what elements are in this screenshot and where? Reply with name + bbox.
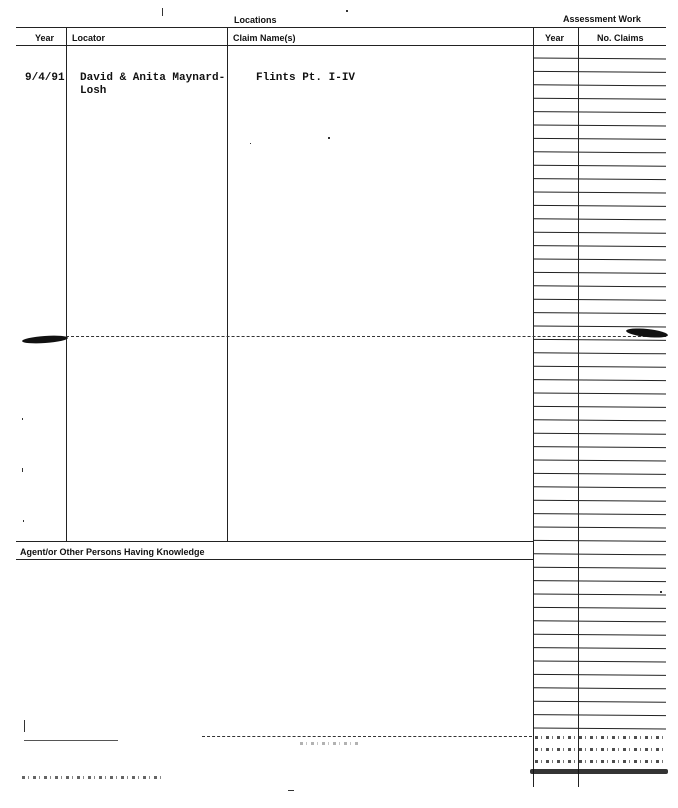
ruled-line xyxy=(534,487,666,488)
aw-year-column-header: Year xyxy=(545,33,565,43)
ruled-line xyxy=(534,406,666,407)
ruled-line xyxy=(534,621,666,622)
scan-noise-2 xyxy=(535,748,667,751)
ruled-line xyxy=(534,447,666,448)
speck xyxy=(288,790,294,791)
divider-year-locator xyxy=(66,27,67,541)
bottom-faint-rule-right xyxy=(202,736,532,737)
header-bottom-rule xyxy=(16,45,666,46)
speck xyxy=(22,418,23,420)
bottom-left-smear xyxy=(22,776,162,779)
speck xyxy=(660,591,662,593)
entry-locator-line1: David & Anita Maynard- xyxy=(80,72,226,84)
ruled-line xyxy=(534,701,666,702)
claim-names-column-header: Claim Name(s) xyxy=(233,33,296,43)
ruled-line xyxy=(534,112,666,113)
ruled-line xyxy=(534,98,666,99)
ruled-line xyxy=(534,259,666,260)
ruled-line xyxy=(534,500,666,501)
ruled-line xyxy=(534,299,666,300)
divider-claims-awyear xyxy=(533,27,534,787)
speck xyxy=(328,137,330,139)
ruled-line xyxy=(534,715,666,716)
ruled-line xyxy=(534,71,666,72)
ruled-line xyxy=(534,125,666,126)
ruled-line xyxy=(534,594,666,595)
ruled-line xyxy=(534,473,666,474)
assessment-work-header: Assessment Work xyxy=(563,14,641,24)
upper-section-bottom-rule xyxy=(16,541,534,542)
ruled-line xyxy=(534,648,666,649)
ruled-line xyxy=(534,246,666,247)
locator-column-header: Locator xyxy=(72,33,106,43)
bottom-center-specks xyxy=(300,742,360,745)
speck xyxy=(24,720,25,732)
ruled-line xyxy=(534,420,666,421)
ruled-line xyxy=(534,219,666,220)
ruled-line xyxy=(534,380,666,381)
ruled-line xyxy=(534,85,666,86)
ruled-line xyxy=(534,728,666,729)
top-rule xyxy=(16,27,666,28)
divider-locator-claims xyxy=(227,27,228,541)
ruled-line xyxy=(534,366,666,367)
ruled-line xyxy=(534,313,666,314)
ruled-line xyxy=(534,433,666,434)
ruled-line xyxy=(534,607,666,608)
entry-year: 9/4/91 xyxy=(25,72,65,84)
bottom-faint-rule-left xyxy=(24,740,118,741)
ruled-line xyxy=(534,232,666,233)
ruled-line xyxy=(534,688,666,689)
ruled-line xyxy=(534,326,666,327)
speck xyxy=(23,520,24,522)
fold-line xyxy=(66,336,666,337)
ruled-line xyxy=(534,179,666,180)
ruled-line xyxy=(534,339,666,340)
ruled-line xyxy=(534,634,666,635)
right-ink-mark xyxy=(626,327,669,339)
ruled-line xyxy=(534,514,666,515)
ruled-line xyxy=(534,674,666,675)
ruled-line xyxy=(534,540,666,541)
ruled-line xyxy=(534,205,666,206)
ruled-line xyxy=(534,393,666,394)
speck xyxy=(250,143,251,144)
agent-header-rule xyxy=(16,559,534,560)
ruled-line xyxy=(534,165,666,166)
ruled-line xyxy=(534,272,666,273)
speck xyxy=(346,10,348,12)
speck xyxy=(22,468,23,472)
bottom-right-smear xyxy=(530,769,668,774)
ruled-line xyxy=(534,581,666,582)
ruled-line xyxy=(534,554,666,555)
ruled-line xyxy=(534,527,666,528)
ruled-line xyxy=(534,58,666,59)
ruled-line xyxy=(534,152,666,153)
entry-claim-name: Flints Pt. I-IV xyxy=(256,72,356,84)
ruled-line xyxy=(534,460,666,461)
ruled-line xyxy=(534,192,666,193)
scan-noise-3 xyxy=(535,760,667,763)
ruled-line xyxy=(534,661,666,662)
year-column-header: Year xyxy=(35,33,55,43)
entry-locator-line2: Losh xyxy=(80,85,107,97)
ruled-line xyxy=(534,567,666,568)
ruled-line xyxy=(534,286,666,287)
locations-header: Locations xyxy=(234,15,277,25)
left-ink-mark xyxy=(22,334,68,344)
scan-noise-1 xyxy=(535,736,667,739)
ruled-line xyxy=(534,353,666,354)
divider-awyear-noclaims xyxy=(578,27,579,787)
aw-no-claims-column-header: No. Claims xyxy=(597,33,644,43)
ruled-line xyxy=(534,138,666,139)
agent-section-header: Agent/or Other Persons Having Knowledge xyxy=(20,547,205,557)
speck xyxy=(162,8,163,16)
